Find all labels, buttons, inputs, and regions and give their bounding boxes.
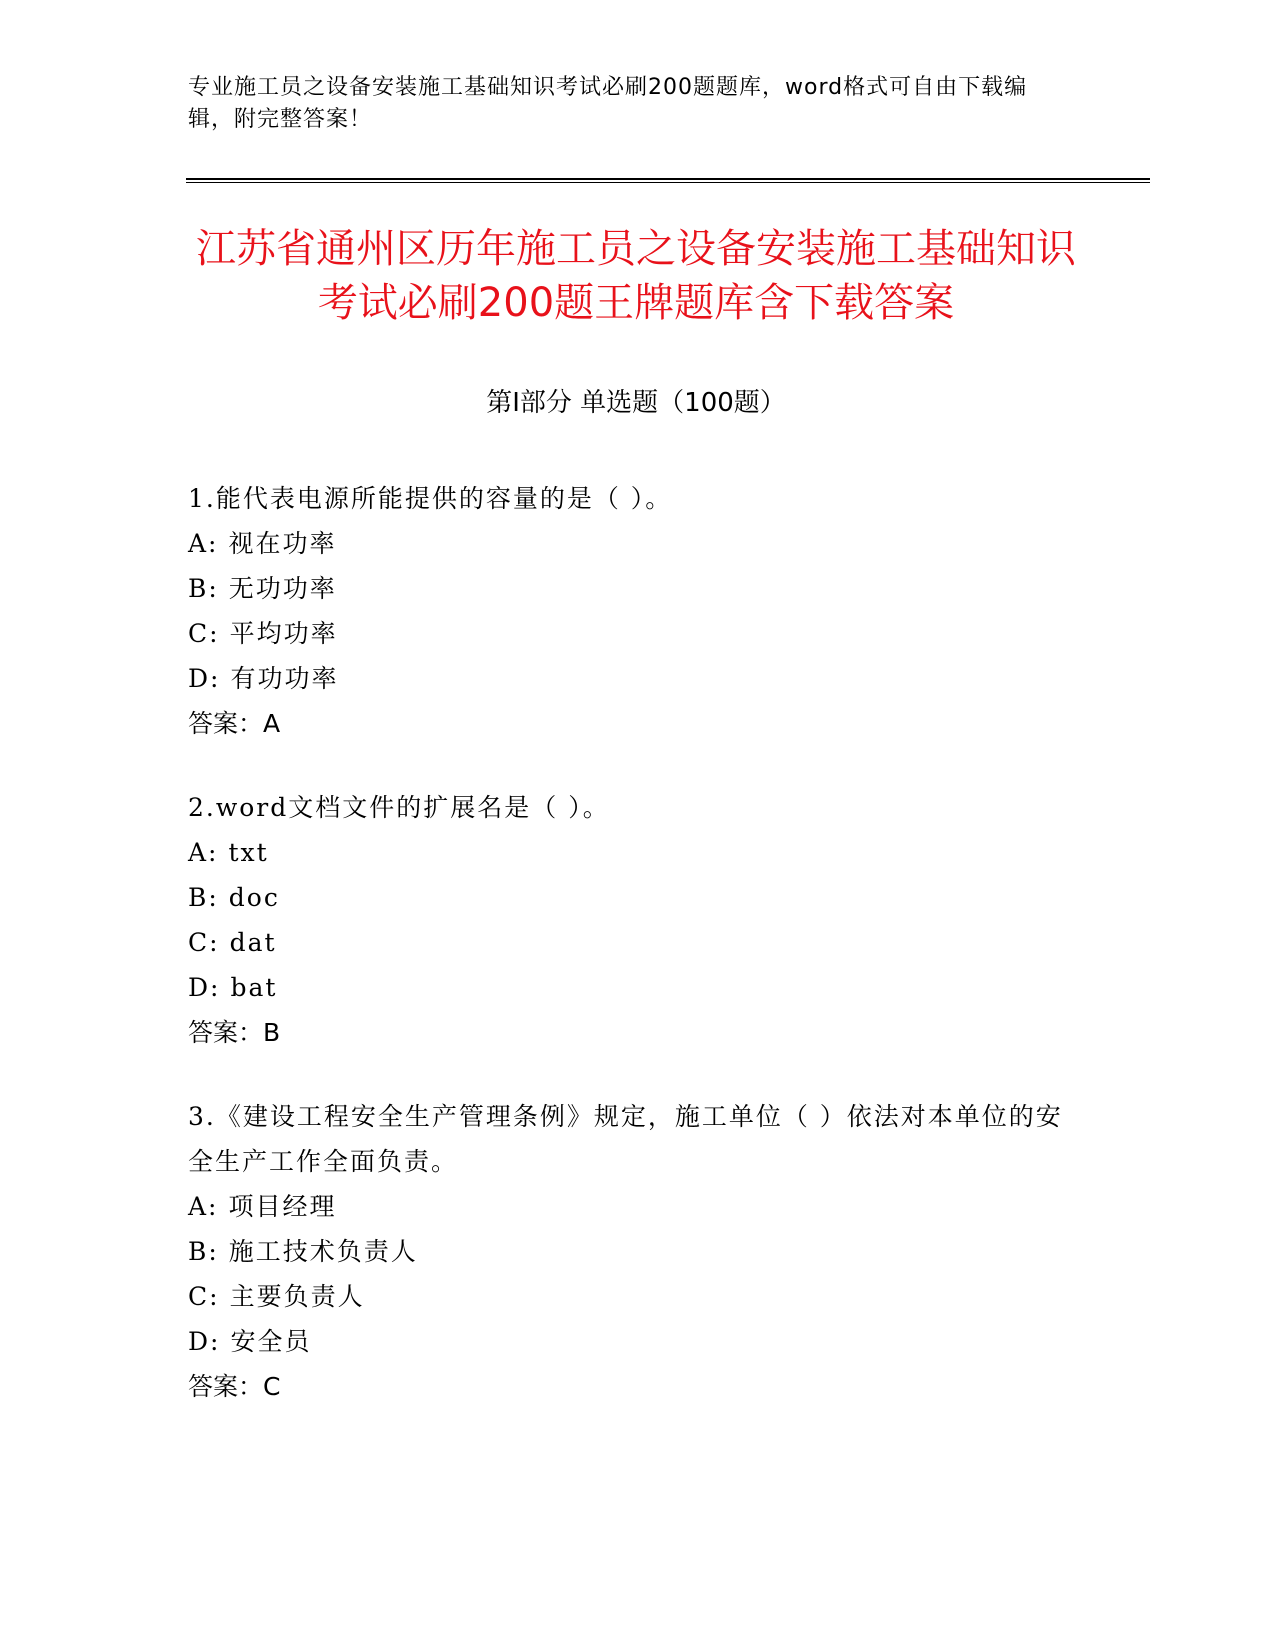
option-letter: C:: [188, 1282, 220, 1311]
option-letter: C:: [188, 619, 220, 648]
option-d: [188, 656, 1078, 701]
option-letter: B:: [188, 574, 219, 603]
option-text: 安全员: [230, 1327, 312, 1356]
option-text: 主要负责人: [229, 1282, 365, 1311]
question-1: [188, 476, 1078, 747]
question-3: [188, 1094, 1078, 1410]
option-c: [188, 611, 1078, 656]
answer: 答案：B: [188, 1018, 281, 1047]
option-d: [188, 1319, 1078, 1364]
header-note: 专业施工员之设备安装施工基础知识考试必刷200题题库，word格式可自由下载编辑，附完整答案！: [188, 75, 1028, 132]
option-letter: D:: [188, 664, 221, 693]
option-text: 有功功率: [230, 664, 339, 693]
option-a: [188, 521, 1078, 566]
option-letter: B:: [188, 1237, 219, 1266]
option-text: doc: [228, 883, 280, 912]
option-letter: D:: [188, 1327, 221, 1356]
question-list: [188, 476, 1078, 1448]
option-text: txt: [228, 838, 269, 867]
document-title: 江苏省通州区历年施工员之设备安装施工基础知识考试必刷200题王牌题库含下载答案: [196, 226, 1076, 326]
option-c: [188, 1274, 1078, 1319]
option-b: [188, 875, 1078, 920]
option-d: [188, 965, 1078, 1010]
option-a: [188, 1184, 1078, 1229]
option-b: [188, 1229, 1078, 1274]
option-c: [188, 920, 1078, 965]
question-stem: 1.能代表电源所能提供的容量的是（ ）。: [188, 484, 673, 513]
option-text: 施工技术负责人: [228, 1237, 418, 1266]
option-text: dat: [229, 928, 277, 957]
answer: 答案：C: [188, 1372, 281, 1401]
option-letter: A:: [188, 838, 219, 867]
question-2: [188, 785, 1078, 1056]
option-letter: A:: [188, 529, 219, 558]
header-rule-thin: [186, 182, 1150, 183]
section-title: 第Ⅰ部分 单选题（100题）: [486, 388, 786, 418]
option-letter: A:: [188, 1192, 219, 1221]
option-text: 项目经理: [228, 1192, 337, 1221]
option-a: [188, 830, 1078, 875]
option-letter: C:: [188, 928, 220, 957]
option-text: 视在功率: [228, 529, 337, 558]
option-text: bat: [230, 973, 278, 1002]
answer: 答案：A: [188, 709, 281, 738]
option-b: [188, 566, 1078, 611]
option-letter: D:: [188, 973, 221, 1002]
question-stem: 2.word文档文件的扩展名是（ ）。: [188, 793, 610, 822]
header-rule-thick: [186, 178, 1150, 180]
option-text: 平均功率: [229, 619, 338, 648]
question-stem: 3.《建设工程安全生产管理条例》规定，施工单位（ ）依法对本单位的安全生产工作全面负责。: [188, 1102, 1063, 1176]
option-text: 无功功率: [228, 574, 337, 603]
option-letter: B:: [188, 883, 219, 912]
